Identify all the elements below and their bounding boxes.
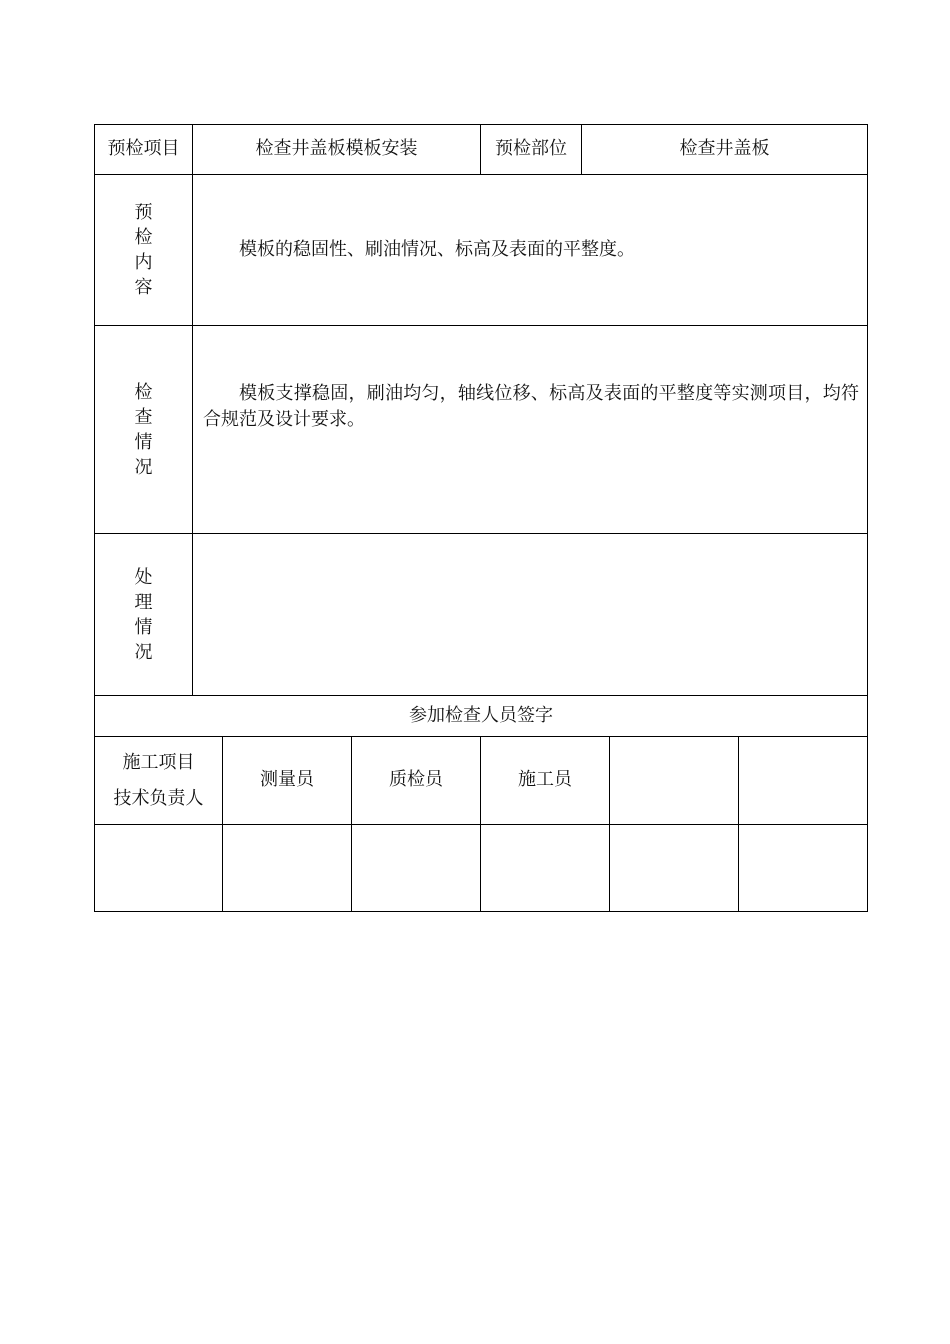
surveyor-role: 测量员 [223, 737, 352, 825]
inspection-row [95, 326, 868, 534]
header-row [95, 125, 868, 175]
quality-inspector-signature[interactable] [352, 825, 481, 912]
content-row [95, 175, 868, 326]
inspection-text: 模板支撑稳固，刷油均匀，轴线位移、标高及表面的平整度等实测项目，均符合规范及设计要求。 [203, 383, 860, 430]
handling-row [95, 534, 868, 696]
constructor-role: 施工员 [481, 737, 610, 825]
constructor-signature[interactable] [481, 825, 610, 912]
item-value: 检查井盖板模板安装 [193, 125, 481, 175]
tech-lead-signature[interactable] [95, 825, 223, 912]
location-label: 预检部位 [481, 125, 582, 175]
quality-inspector-role: 质检员 [352, 737, 481, 825]
content-label: 预 检 内 容 [95, 175, 193, 326]
extra-role-2 [739, 737, 868, 825]
tech-lead-role: 施工项目 技术负责人 [95, 737, 223, 825]
surveyor-signature[interactable] [223, 825, 352, 912]
inspection-cell [193, 326, 868, 534]
content-text: 模板的稳固性、刷油情况、标高及表面的平整度。 [239, 239, 635, 260]
handling-cell [193, 534, 868, 696]
extra-signature-2[interactable] [739, 825, 868, 912]
signature-fields-row [95, 825, 868, 912]
inspection-form [94, 124, 867, 912]
inspection-table [94, 124, 868, 912]
item-label: 预检项目 [95, 125, 193, 175]
extra-signature-1[interactable] [610, 825, 739, 912]
inspection-label: 检 查 情 况 [95, 326, 193, 534]
signature-roles-row [95, 737, 868, 825]
extra-role-1 [610, 737, 739, 825]
signature-title: 参加检查人员签字 [95, 696, 868, 737]
content-cell [193, 175, 868, 326]
handling-label: 处 理 情 况 [95, 534, 193, 696]
signature-title-row [95, 696, 868, 737]
location-value: 检查井盖板 [582, 125, 868, 175]
